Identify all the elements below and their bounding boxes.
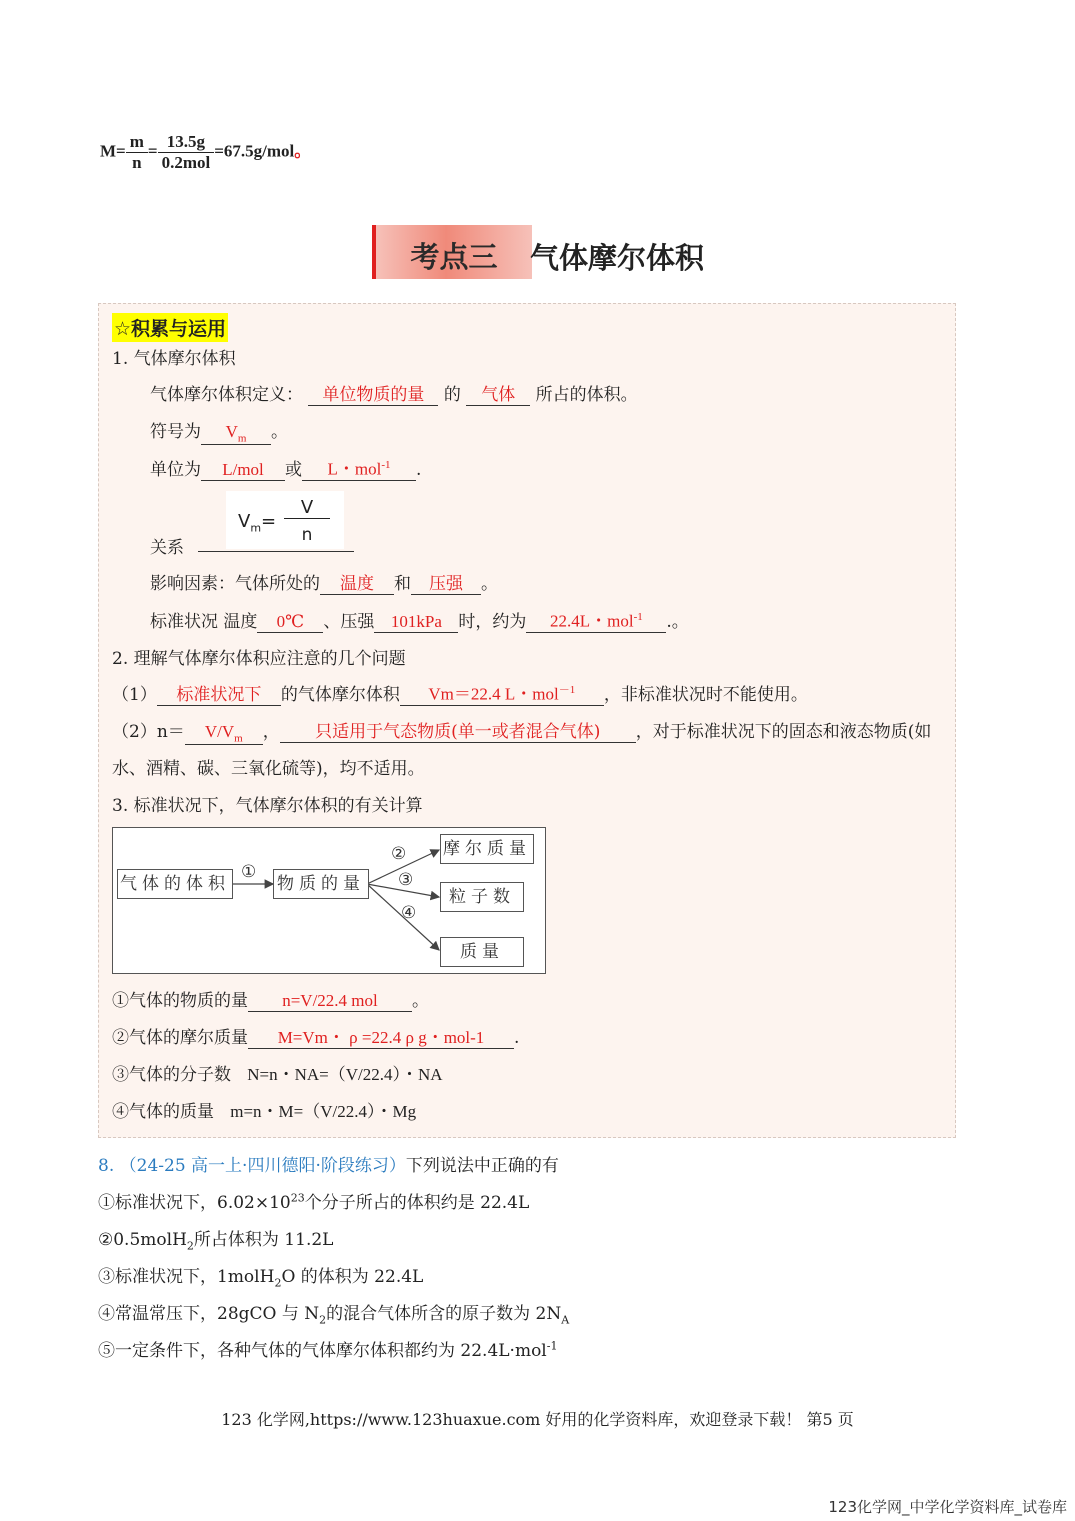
- p1-mid: 的气体摩尔体积: [280, 685, 400, 705]
- question-stem: [98, 1151, 559, 1176]
- frac-num: 13.5g: [158, 132, 215, 153]
- unit-blank-1: L/mol: [201, 461, 285, 481]
- panel-badge: ☆积累与运用: [112, 313, 228, 342]
- factor-prefix: 影响因素：气体所处的: [150, 574, 320, 594]
- symbol-prefix: 符号为: [150, 422, 201, 442]
- corner-watermark: 123化学网_中学化学资料库_试卷库: [828, 1498, 1067, 1516]
- std-prefix: 标准状况 温度: [150, 612, 258, 632]
- frac-den: n: [132, 153, 142, 172]
- o4-sub: 2: [319, 1313, 327, 1327]
- std-mid-1: 、压强: [323, 612, 375, 632]
- section-badge-text: 考点三: [410, 240, 498, 274]
- rel-lhs-v: V: [238, 511, 251, 532]
- factor-blank-1: 温度: [320, 575, 394, 595]
- o4-a: ④常温常压下，28gCO 与 N: [98, 1304, 320, 1324]
- c3-label: ③气体的分子数: [112, 1065, 231, 1085]
- rel-eq: =: [261, 511, 277, 532]
- relation-label: 关系: [150, 538, 184, 558]
- formula-eq: =: [147, 141, 158, 161]
- std-sup: -1: [633, 611, 643, 624]
- o5-sup: -1: [546, 1339, 558, 1353]
- unit-mid: 或: [285, 460, 302, 480]
- def-blank-1: 单位物质的量: [308, 386, 438, 406]
- formula-lhs: M=: [100, 141, 126, 161]
- label-3: ③: [398, 870, 414, 890]
- p2-suffix: ，对于标准状况下的固态和液态物质(如: [635, 722, 932, 742]
- def-mid: 的: [443, 385, 461, 405]
- p2-mid: ，: [262, 722, 280, 742]
- node-amount: 物质的量: [273, 869, 369, 899]
- std-blank-3-text: 22.4L・mol: [550, 612, 634, 631]
- o5-a: ⑤一定条件下，各种气体的气体摩尔体积都约为 22.4L·mol: [98, 1341, 547, 1361]
- o4-b: 的混合气体所含的原子数为 2N: [326, 1304, 562, 1324]
- symbol-v: V: [225, 422, 238, 441]
- factor-suffix: 。: [481, 574, 498, 594]
- p1-blank-1: 标准状况下: [157, 686, 281, 706]
- unit-suffix: .: [416, 460, 422, 480]
- std-mid-2: 时，约为: [458, 612, 527, 632]
- p1-prefix: （1）: [112, 685, 157, 705]
- o2-sub: 2: [186, 1239, 194, 1253]
- node-gas-volume: 气体的体积: [117, 869, 233, 899]
- p1-sup: －1: [558, 684, 576, 697]
- question-number: 8.: [98, 1156, 115, 1176]
- o2-a: ②0.5molH: [98, 1230, 187, 1250]
- c1-blank: n=V/22.4 mol: [248, 992, 412, 1012]
- o2-b: 所占体积为 11.2L: [193, 1230, 334, 1250]
- def-prefix: 气体摩尔体积定义：: [150, 385, 303, 405]
- factor-mid: 和: [394, 574, 411, 594]
- factor-blank-2: 压强: [411, 575, 481, 595]
- question-8: [98, 0, 998, 1521]
- label-1: ①: [241, 862, 257, 882]
- option-1: [98, 1188, 529, 1213]
- page-footer: 123 化学网,https://www.123huaxue.com 好用的化学资料库，欢迎登录下载！ 第5 页: [221, 1410, 854, 1429]
- unit-prefix: 单位为: [150, 460, 201, 480]
- question-source: （24-25 高一上·四川德阳·阶段练习）: [119, 1156, 406, 1176]
- option-2: [98, 1225, 333, 1252]
- c2-blank: M=Vm・ ρ =22.4 ρ g・mol-1: [248, 1029, 514, 1049]
- option-4: [98, 1299, 569, 1326]
- def-blank-2: 气体: [466, 386, 530, 406]
- point-2-cont: 水、酒精、碳、三氧化硫等)，均不适用。: [112, 759, 425, 779]
- o4-sub-2: A: [561, 1313, 570, 1327]
- rel-num: V: [284, 497, 330, 519]
- s3-title: 3. 标准状况下，气体摩尔体积的有关计算: [112, 796, 423, 816]
- p2-prefix: （2）n＝: [112, 722, 185, 742]
- option-5: [98, 1336, 557, 1361]
- p1-blank-2-text: Vm＝22.4 L・mol: [428, 685, 559, 704]
- label-2: ②: [391, 844, 407, 864]
- question-stem-text: 下列说法中正确的有: [405, 1156, 559, 1176]
- frac-num: m: [126, 132, 148, 153]
- def-suffix: 所占的体积。: [535, 385, 638, 405]
- rel-lhs-sub: m: [250, 521, 262, 535]
- c4-text: m=n・M=（V/22.4）・Mg: [230, 1102, 417, 1121]
- p2-blank-1-text: V/V: [204, 722, 235, 741]
- formula-result: =67.5g/mol: [214, 141, 295, 161]
- symbol-suffix: 。: [271, 422, 288, 442]
- c4-label: ④气体的质量: [112, 1102, 214, 1122]
- o3-a: ③标准状况下，1molH: [98, 1267, 275, 1287]
- option-3: [98, 1262, 423, 1289]
- formula-period: 。: [294, 141, 312, 161]
- frac-den: 0.2mol: [161, 153, 211, 172]
- o1-sup: 23: [290, 1191, 305, 1205]
- std-suffix: .。: [666, 612, 689, 632]
- p2-blank-2: 只适用于气态物质(单一或者混合气体): [280, 723, 636, 743]
- std-blank-1: 0℃: [257, 613, 323, 633]
- std-blank-2: 101kPa: [374, 613, 458, 633]
- c1-suffix: 。: [412, 991, 429, 1011]
- p1-suffix: ，非标准状况时不能使用。: [603, 685, 808, 705]
- rel-den: n: [301, 525, 313, 545]
- unit-sup: -1: [381, 459, 391, 472]
- c3-text: N=n・NA=（V/22.4）・NA: [247, 1065, 443, 1084]
- s2-title: 2. 理解气体摩尔体积应注意的几个问题: [112, 649, 406, 669]
- o3-sub: 2: [274, 1276, 282, 1290]
- o3-b: O 的体积为 22.4L: [281, 1267, 424, 1287]
- o1-b: 个分子所占的体积约是 22.4L: [304, 1193, 530, 1213]
- s1-title: 1. 气体摩尔体积: [112, 349, 236, 369]
- node-molar-mass: 摩尔质量: [440, 834, 534, 864]
- unit-blank-2-text: L・mol: [327, 460, 382, 479]
- symbol-sub: m: [237, 432, 247, 445]
- node-mass: 质量: [440, 937, 524, 967]
- c2-suffix: .: [514, 1028, 520, 1048]
- o1-a: ①标准状况下，6.02×10: [98, 1193, 291, 1213]
- section-title: 气体摩尔体积: [530, 241, 705, 275]
- label-4: ④: [401, 903, 417, 923]
- node-particles: 粒子数: [440, 882, 524, 912]
- p2-sub: m: [234, 732, 243, 745]
- c1-label: ①气体的物质的量: [112, 991, 248, 1011]
- c2-label: ②气体的摩尔质量: [112, 1028, 248, 1048]
